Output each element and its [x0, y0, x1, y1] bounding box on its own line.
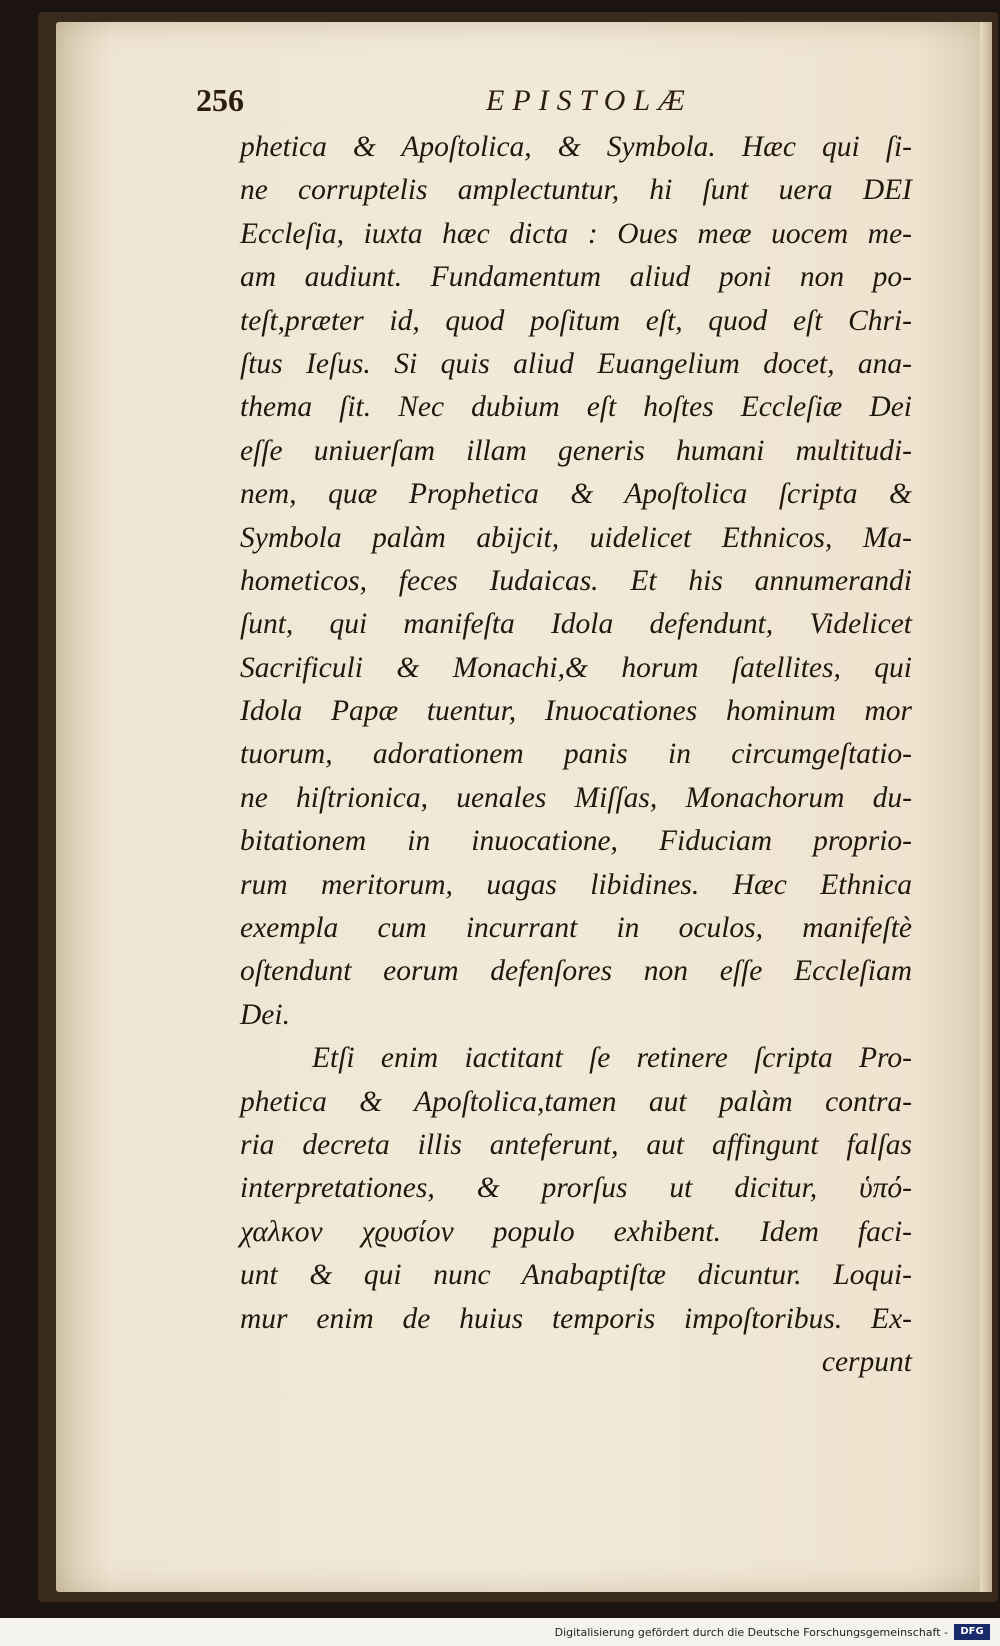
text-line: ſunt, qui manifeſta Idola defendunt, Videlicet	[240, 608, 912, 641]
text-line: exempla cum incurrant in oculos, manifeſtè	[240, 912, 912, 945]
text-line: ria decreta illis anteferunt, aut affingunt falſas	[240, 1128, 912, 1161]
text-line: Sacrificuli & Monachi,& horum ſatellites, qui	[240, 651, 912, 684]
text-line: χαλκον χϱυσίον populo exhibent. Idem faci-	[240, 1215, 912, 1248]
text-line: unt & qui nunc Anabaptiſtæ dicuntur. Loqui-	[240, 1259, 912, 1292]
text-line: ne hiſtrionica, uenales Miſſas, Monachorum du-	[240, 781, 912, 814]
text-line: eſſe uniuerſam illam generis humani multitudi-	[240, 434, 912, 467]
page-fore-edge	[980, 22, 992, 1592]
text-line: oſtendunt eorum defenſores non eſſe Eccleſiam	[240, 955, 912, 988]
text-line: Symbola palàm abijcit, uidelicet Ethnicos, Ma-	[240, 521, 912, 554]
text-line: tuorum, adorationem panis in circumgeſtatio-	[240, 738, 912, 771]
text-line: hometicos, feces Iudaicas. Et his annumerandi	[240, 564, 912, 597]
text-line: phetica & Apoſtolica, & Symbola. Hæc qui ſi-	[240, 131, 912, 163]
running-title: EPISTOLÆ	[486, 84, 693, 117]
text-line: teſt,præter id, quod poſitum eſt, quod eſt Chri-	[240, 304, 912, 337]
text-line: Dei.	[240, 998, 290, 1031]
text-line: Idola Papæ tuentur, Inuocationes hominum mor	[240, 695, 912, 728]
text-line: ſtus Ieſus. Si quis aliud Euangelium docet, ana-	[240, 347, 912, 380]
page-number: 256	[196, 82, 244, 118]
text-line: nem, quæ Prophetica & Apoſtolica ſcripta &	[240, 478, 912, 511]
funding-credit: Digitalisierung gefördert durch die Deutsche Forschungsgemeinschaft -	[554, 1626, 948, 1639]
dfg-logo: DFG	[954, 1624, 990, 1640]
body-text	[240, 126, 912, 1384]
running-head	[196, 82, 936, 122]
text-line: am audiunt. Fundamentum aliud poni non po-	[240, 261, 912, 294]
text-line: phetica & Apoſtolica,tamen aut palàm contra-	[240, 1085, 912, 1118]
text-line-paragraph-start: Etſi enim iactitant ſe retinere ſcripta Pro-	[312, 1042, 912, 1075]
catchword: cerpunt	[821, 1345, 912, 1378]
text-line: thema ſit. Nec dubium eſt hoſtes Eccleſiæ Dei	[240, 391, 912, 424]
text-line: ne corruptelis amplectuntur, hi ſunt uera DEI	[240, 174, 912, 207]
text-line: bitationem in inuocatione, Fiduciam proprio-	[240, 825, 912, 858]
text-line: rum meritorum, uagas libidines. Hæc Ethnica	[240, 868, 912, 901]
text-line: Eccleſia, iuxta hæc dicta : Oues meæ uocem me-	[240, 217, 912, 250]
text-line: mur enim de huius temporis impoſtoribus. Ex-	[240, 1302, 912, 1335]
footer-bar	[0, 1618, 1000, 1646]
text-line: interpretationes, & prorſus ut dicitur, ὑπό-	[240, 1172, 912, 1205]
